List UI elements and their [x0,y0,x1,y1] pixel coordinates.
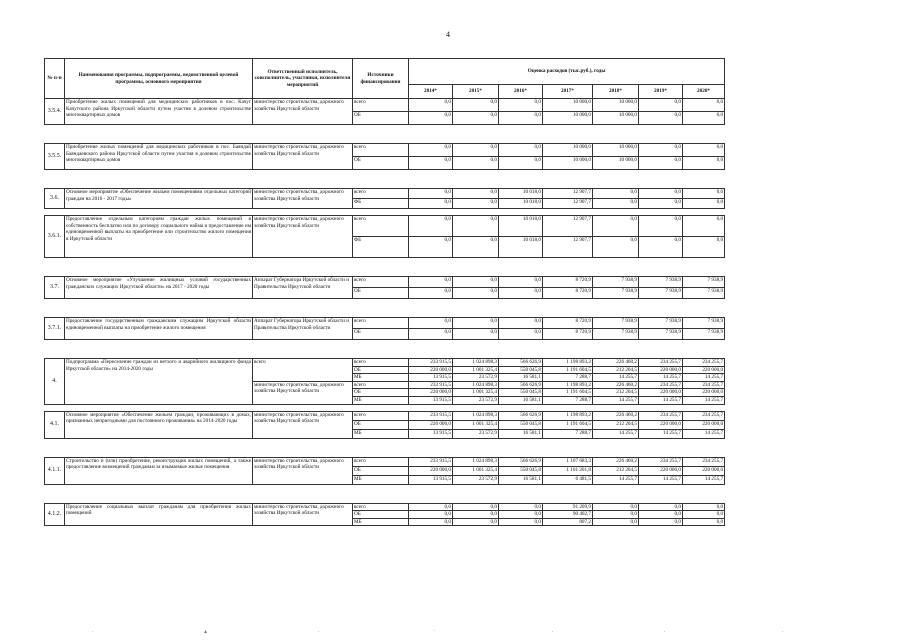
amount-cell: 1 001 325,4 [453,466,499,475]
amount-cell: 10 000,0 [593,112,639,125]
amount-cell: 0,0 [453,216,499,237]
amount-cell: 0,0 [409,216,453,237]
spacer-cell [45,484,725,503]
amount-cell: 14 255,7 [593,429,639,438]
amount-cell: 14 255,7 [683,374,725,382]
amount-cell: 12 907,7 [543,199,593,209]
amount-cell: 220 000,0 [683,366,725,374]
year-header: 2020* [683,85,725,99]
amount-cell: 0,0 [409,157,453,170]
amount-cell: 212 204,5 [593,420,639,429]
amount-cell: 1 198 893,2 [543,381,593,389]
row-executor: всего [253,359,353,382]
amount-cell: 7 938,9 [683,318,725,329]
amount-cell: 1 198 893,2 [543,411,593,420]
amount-cell: 7 938,9 [639,329,683,340]
amount-cell: 14 255,7 [683,429,725,438]
amount-cell: 0,0 [453,288,499,299]
amount-cell: 13 915,5 [409,475,453,484]
funding-source: МБ [353,429,409,438]
amount-cell: 10 018,0 [499,216,543,237]
row-spacer [45,438,725,457]
row-code: 3.7.1. [45,318,65,340]
amount-cell: 7 288,7 [543,374,593,382]
spacer-cell [45,299,725,318]
amount-cell: 0,0 [453,329,499,340]
row-name: Приобретение жилых помещений для медицинских работников в пос. Баяндай Баяндаевского района Иркутской области путем участия в долевом строительстве многоквартирных домов [65,144,253,170]
spacer-cell [45,340,725,359]
amount-cell: 0,0 [639,189,683,199]
amount-cell: 14 255,7 [593,396,639,404]
amount-cell: 12 907,7 [543,189,593,199]
amount-cell: 0,0 [683,112,725,125]
row-name: Приобретение жилых помещений для медицинских работников в пос. Качуг Качугского района Иркутской области путем участия в долевом строительстве многоквартирных домов [65,99,253,125]
amount-cell: 566 626,9 [499,457,543,466]
amount-cell: 14 255,7 [683,475,725,484]
row-executor: министерство строительства, дорожного хозяйства Иркутской области [253,411,353,438]
year-header: 2019* [639,85,683,99]
amount-cell: 0,0 [409,318,453,329]
amount-cell: 220 000,0 [683,389,725,397]
amount-cell: 7 938,9 [593,288,639,299]
amount-cell: 234 255,7 [639,359,683,367]
funding-source: всего [353,359,409,367]
row-name: Подпрограмма «Переселение граждан из ветхого и аварийного жилищного фонда Иркутской области» на 2014-2020 годы [65,359,253,405]
funding-source: ОБ [353,288,409,299]
amount-cell: 0,0 [683,144,725,157]
amount-cell: 14 255,7 [639,475,683,484]
amount-cell: 0,0 [453,157,499,170]
amount-cell: 7 938,9 [593,318,639,329]
row-name: Строительство и (или) приобретение, реконструкция жилых помещений, а также предоставление возмещений гражданам за изымаемые жилые помещения [65,457,253,484]
spacer-cell [45,404,725,411]
table-row [45,99,725,112]
amount-cell: 0,0 [499,511,543,519]
row-executor: Аппарат Губернатора Иркутской области и Правительства Иркутской области [253,277,353,299]
amount-cell: 234 255,7 [683,381,725,389]
year-header: 2018* [593,85,639,99]
amount-cell: 0,0 [409,503,453,511]
funding-source: всего [353,503,409,511]
amount-cell: 0,0 [453,112,499,125]
amount-cell: 1 024 898,3 [453,411,499,420]
funding-source: всего [353,411,409,420]
year-header: 2016* [499,85,543,99]
amount-cell: 0,0 [683,511,725,519]
amount-cell: 0,0 [639,99,683,112]
amount-cell: 220 000,0 [639,366,683,374]
amount-cell: 0,0 [683,99,725,112]
amount-cell: 0,0 [499,518,543,526]
row-executor: министерство строительства, дорожного хозяйства Иркутской области [253,99,353,125]
amount-cell: 16 581,1 [499,475,543,484]
funding-source: ОБ [353,157,409,170]
funding-source: ОБ [353,366,409,374]
row-spacer [45,404,725,411]
funding-source: ОБ [353,511,409,519]
amount-cell: 16 581,1 [499,396,543,404]
amount-cell: 0,0 [639,237,683,258]
amount-cell: 1 001 325,4 [453,389,499,397]
amount-cell: 234 255,7 [683,359,725,367]
amount-cell: 220 000,0 [683,420,725,429]
funding-source: ФБ [353,199,409,209]
amount-cell: 0,0 [499,99,543,112]
amount-cell: 226 460,2 [593,411,639,420]
spacer-cell [45,258,725,277]
funding-source: всего [353,457,409,466]
amount-cell: 1 001 325,4 [453,366,499,374]
amount-cell: 234 255,7 [639,457,683,466]
amount-cell: 0,0 [499,503,543,511]
col-header-source: Источники финансирования [353,59,409,99]
row-spacer [45,484,725,503]
amount-cell: 10 000,0 [543,112,593,125]
amount-cell: 0,0 [499,318,543,329]
amount-cell: 1 198 893,2 [543,359,593,367]
amount-cell: 1 024 898,3 [453,359,499,367]
table-row [45,277,725,288]
funding-source: МБ [353,374,409,382]
amount-cell: 550 045,8 [499,366,543,374]
table-row [45,318,725,329]
year-header: 2015* [453,85,499,99]
amount-cell: 8 720,9 [543,277,593,288]
amount-cell: 0,0 [453,318,499,329]
amount-cell: 220 000,0 [639,389,683,397]
row-spacer [45,340,725,359]
funding-source: всего [353,216,409,237]
amount-cell: 0,0 [683,216,725,237]
row-spacer [45,258,725,277]
amount-cell: 0,0 [593,511,639,519]
amount-cell: 7 938,9 [683,329,725,340]
amount-cell: 0,0 [639,518,683,526]
amount-cell: 0,0 [683,189,725,199]
amount-cell: 550 045,8 [499,389,543,397]
amount-cell: 0,0 [409,112,453,125]
amount-cell: 220 000,0 [683,466,725,475]
page-number: 4 [446,30,450,39]
amount-cell: 0,0 [453,277,499,288]
amount-cell: 12 907,7 [543,237,593,258]
row-spacer [45,209,725,216]
row-code: 3.5.5. [45,144,65,170]
row-executor: министерство строительства, дорожного хозяйства Иркутской области [253,457,353,484]
amount-cell: 14 255,7 [639,396,683,404]
row-code: 4. [45,359,65,405]
amount-cell: 14 255,7 [639,374,683,382]
row-code: 3.6.1. [45,216,65,258]
funding-source: всего [353,189,409,199]
col-header-costs: Оценка расходов (тыс.руб.), годы [409,59,725,85]
row-name: Основное мероприятие «Обеспечение жильем граждан, проживающих в домах, признанных непригодными для постоянного проживания» на 2014-2020 годы [65,411,253,438]
amount-cell: 212 204,5 [593,366,639,374]
amount-cell: 0,0 [639,144,683,157]
amount-cell: 7 288,7 [543,429,593,438]
col-header-num: № п-п [45,59,65,99]
amount-cell: 23 572,9 [453,475,499,484]
amount-cell: 0,0 [499,288,543,299]
funding-source: ОБ [353,329,409,340]
amount-cell: 10 018,0 [499,199,543,209]
amount-cell: 14 255,7 [593,374,639,382]
amount-cell: 8 720,9 [543,318,593,329]
amount-cell: 14 255,7 [639,429,683,438]
amount-cell: 16 581,1 [499,429,543,438]
row-spacer [45,299,725,318]
amount-cell: 7 938,9 [639,318,683,329]
row-executor: министерство строительства, дорожного хозяйства Иркутской области [253,503,353,526]
amount-cell: 0,0 [453,144,499,157]
amount-cell: 220 000,0 [409,466,453,475]
row-code: 4.1.2. [45,503,65,526]
table-body [45,99,725,526]
amount-cell: 0,0 [499,157,543,170]
amount-cell: 91 209,9 [543,503,593,511]
amount-cell: 0,0 [409,99,453,112]
amount-cell: 10 000,0 [543,157,593,170]
amount-cell: 1 191 604,5 [543,420,593,429]
amount-cell: 0,0 [683,503,725,511]
amount-cell: 212 204,5 [593,389,639,397]
amount-cell: 10 000,0 [593,144,639,157]
amount-cell: 8 720,9 [543,288,593,299]
row-executor: министерство строительства, дорожного хозяйства Иркутской области [253,216,353,258]
funding-source: ОБ [353,112,409,125]
spacer-cell [45,209,725,216]
col-header-name: Наименования программы, подпрограммы, ведомственной целевой программы, основного мероприятия [65,59,253,99]
amount-cell: 0,0 [683,518,725,526]
table-header [45,59,725,99]
amount-cell: 234 255,7 [639,381,683,389]
amount-cell: 0,0 [593,503,639,511]
table-row [45,457,725,466]
amount-cell: 1 191 604,5 [543,389,593,397]
funding-source: МБ [353,518,409,526]
amount-cell: 10 018,0 [499,237,543,258]
amount-cell: 8 720,9 [543,329,593,340]
funding-source: ОБ [353,420,409,429]
row-code: 3.6. [45,189,65,209]
amount-cell: 0,0 [409,237,453,258]
amount-cell: 0,0 [593,199,639,209]
amount-cell: 1 107 683,3 [543,457,593,466]
amount-cell: 10 000,0 [543,99,593,112]
amount-cell: 10 000,0 [543,144,593,157]
amount-cell: 7 938,9 [683,288,725,299]
amount-cell: 226 460,2 [593,359,639,367]
amount-cell: 1 001 325,4 [453,420,499,429]
amount-cell: 0,0 [453,503,499,511]
amount-cell: 0,0 [683,199,725,209]
spacer-cell [45,438,725,457]
amount-cell: 233 915,5 [409,359,453,367]
amount-cell: 566 626,9 [499,359,543,367]
amount-cell: 0,0 [453,518,499,526]
amount-cell: 0,0 [409,277,453,288]
funding-source: ОБ [353,389,409,397]
amount-cell: 220 000,0 [409,366,453,374]
amount-cell: 0,0 [409,288,453,299]
spacer-cell [45,170,725,189]
amount-cell: 13 915,5 [409,429,453,438]
row-name: Предоставление государственным гражданским служащим Иркутской области единовременной выплаты на приобретение жилого помещения [65,318,253,340]
amount-cell: 0,0 [499,112,543,125]
amount-cell: 7 938,9 [593,277,639,288]
amount-cell: 0,0 [593,189,639,199]
row-code: 3.7. [45,277,65,299]
funding-source: ФБ [353,237,409,258]
spacer-cell [45,125,725,144]
amount-cell: 0,0 [409,199,453,209]
table-row [45,359,725,367]
amount-cell: 7 288,7 [543,396,593,404]
amount-cell: 0,0 [639,503,683,511]
amount-cell: 566 626,9 [499,381,543,389]
amount-cell: 0,0 [639,157,683,170]
amount-cell: 234 255,7 [639,411,683,420]
amount-cell: 233 915,5 [409,411,453,420]
amount-cell: 550 045,8 [499,466,543,475]
amount-cell: 7 938,9 [683,277,725,288]
year-header: 2014* [409,85,453,99]
funding-source: всего [353,318,409,329]
amount-cell: 0,0 [683,157,725,170]
amount-cell: 90 402,7 [543,511,593,519]
amount-cell: 0,0 [499,329,543,340]
amount-cell: 220 000,0 [409,389,453,397]
funding-source: всего [353,381,409,389]
amount-cell: 1 101 201,8 [543,466,593,475]
funding-source: всего [353,99,409,112]
amount-cell: 0,0 [593,237,639,258]
row-code: 4.1. [45,411,65,438]
row-name: Предоставление социальных выплат гражданам для приобретения жилых помещений [65,503,253,526]
amount-cell: 0,0 [453,99,499,112]
funding-source: МБ [353,396,409,404]
amount-cell: 0,0 [409,518,453,526]
amount-cell: 234 255,7 [683,411,725,420]
amount-cell: 0,0 [593,518,639,526]
amount-cell: 6 481,5 [543,475,593,484]
amount-cell: 23 572,9 [453,396,499,404]
amount-cell: 234 255,7 [683,457,725,466]
table-row [45,503,725,511]
amount-cell: 0,0 [683,237,725,258]
row-spacer [45,125,725,144]
table-row [45,144,725,157]
amount-cell: 0,0 [639,511,683,519]
funding-source: МБ [353,475,409,484]
amount-cell: 566 626,9 [499,411,543,420]
amount-cell: 233 915,5 [409,381,453,389]
budget-table [44,58,725,526]
amount-cell: 1 191 604,5 [543,366,593,374]
funding-source: ОБ [353,466,409,475]
amount-cell: 0,0 [453,199,499,209]
amount-cell: 10 000,0 [593,99,639,112]
funding-source: всего [353,144,409,157]
amount-cell: 23 572,9 [453,374,499,382]
row-name: Предоставление отдельным категориям граждан жилых помещений в собственность бесплатно или по договору социального найма и предоставление им единовременной выплаты на приобретение или строительство жилого помещения в Иркутской области [65,216,253,258]
amount-cell: 0,0 [639,216,683,237]
row-name: Основное мероприятие «Улучшение жилищных условий государственных гражданских служащих Иркутской области» на 2017 - 2020 годы [65,277,253,299]
amount-cell: 0,0 [639,199,683,209]
amount-cell: 212 204,5 [593,466,639,475]
table-row [45,411,725,420]
amount-cell: 550 045,8 [499,420,543,429]
amount-cell: 220 000,0 [639,420,683,429]
amount-cell: 220 000,0 [409,420,453,429]
row-spacer [45,170,725,189]
table-row [45,216,725,237]
year-header: 2017* [543,85,593,99]
amount-cell: 7 938,9 [593,329,639,340]
amount-cell: 10 018,0 [499,189,543,199]
amount-cell: 226 460,2 [593,457,639,466]
row-executor: министерство строительства, дорожного хозяйства Иркутской области [253,144,353,170]
row-executor: министерство строительства, дорожного хозяйства Иркутской области [253,189,353,209]
amount-cell: 0,0 [409,511,453,519]
amount-cell: 23 572,9 [453,429,499,438]
amount-cell: 807,2 [543,518,593,526]
amount-cell: 0,0 [593,216,639,237]
amount-cell: 0,0 [639,112,683,125]
row-code: 3.5.4. [45,99,65,125]
table-row [45,189,725,199]
amount-cell: 0,0 [409,144,453,157]
amount-cell: 226 460,2 [593,381,639,389]
row-code: 4.1.1. [45,457,65,484]
funding-source: всего [353,277,409,288]
amount-cell: 0,0 [453,237,499,258]
amount-cell: 0,0 [409,189,453,199]
amount-cell: 1 024 898,3 [453,457,499,466]
amount-cell: 0,0 [453,189,499,199]
amount-cell: 0,0 [453,511,499,519]
amount-cell: 0,0 [499,277,543,288]
amount-cell: 14 255,7 [593,475,639,484]
amount-cell: 1 024 898,3 [453,381,499,389]
amount-cell: 220 000,0 [639,466,683,475]
row-name: Основное мероприятие «Обеспечение жильем помещениями отдельных категорий граждан на 2016 - 2017 годы» [65,189,253,209]
amount-cell: 16 581,1 [499,374,543,382]
row-executor: Аппарат Губернатора Иркутской области и Правительства Иркутской области [253,318,353,340]
amount-cell: 0,0 [499,144,543,157]
amount-cell: 13 915,5 [409,396,453,404]
col-header-executor: Ответственный исполнитель, соисполнитель, участники, исполнители мероприятий [253,59,353,99]
amount-cell: 14 255,7 [683,396,725,404]
amount-cell: 10 000,0 [593,157,639,170]
amount-cell: 233 915,5 [409,457,453,466]
row-executor: министерство строительства, дорожного хозяйства Иркутской области [253,381,353,404]
scan-marks: . ▴ . · . . . [92,628,784,635]
amount-cell: 7 938,9 [639,288,683,299]
amount-cell: 12 907,7 [543,216,593,237]
amount-cell: 13 915,5 [409,374,453,382]
amount-cell: 7 938,9 [639,277,683,288]
amount-cell: 0,0 [409,329,453,340]
